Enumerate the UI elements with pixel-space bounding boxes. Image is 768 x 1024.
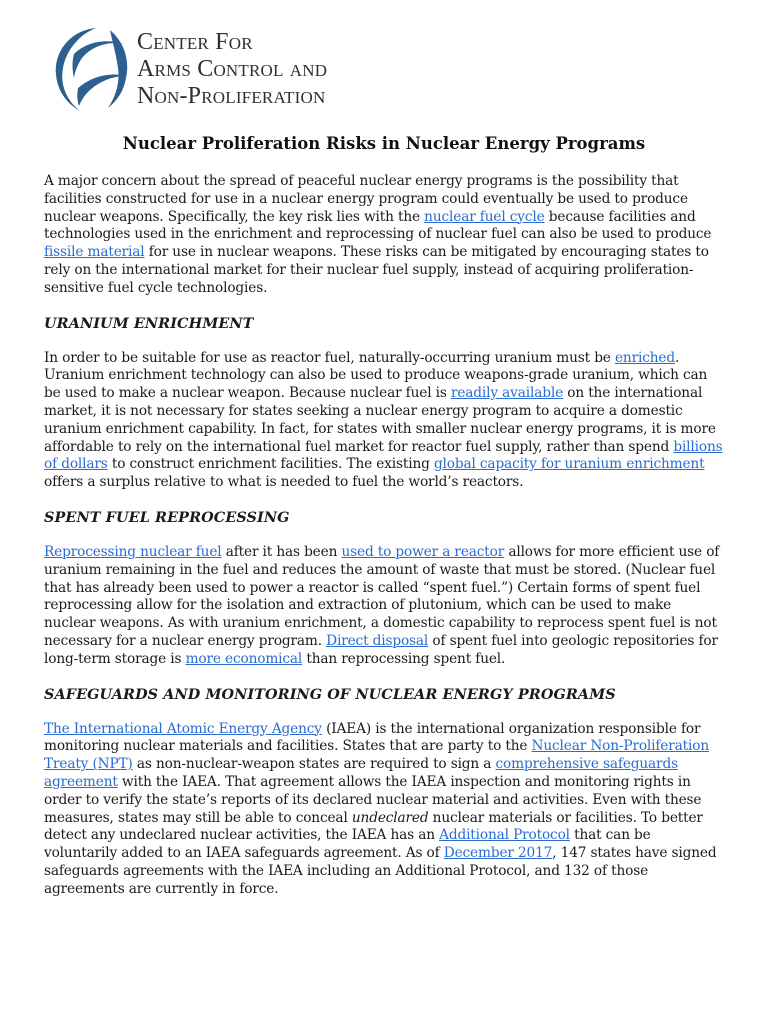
- link-comprehensive-safeguards[interactable]: comprehensive safeguards agreement: [44, 756, 678, 790]
- intro-paragraph: [44, 173, 726, 298]
- text-span: on the international market, it is not necessary for states seeking a nuclear energy program to acquire a domestic uranium enrichment capability. In fact, for states with smaller nuclear energy programs, it is more affordable to rely on the international fuel market for reactor fuel supply, rather than spend: [44, 385, 716, 455]
- globe-logo-icon: [44, 24, 134, 116]
- page-title: Nuclear Proliferation Risks in Nuclear Energy Programs: [122, 134, 646, 153]
- text-span: for use in nuclear weapons. These risks can be mitigated by encouraging states to rely on the international market for their nuclear fuel supply, instead of acquiring proliferation-sensitive fuel cycle technologies.: [44, 244, 709, 296]
- text-span: than reprocessing spent fuel.: [302, 650, 506, 667]
- logo-wordmark: [137, 29, 327, 110]
- text-span: as non-nuclear-weapon states are required to sign a: [132, 756, 496, 773]
- link-reprocessing-nuclear-fuel[interactable]: Reprocessing nuclear fuel: [44, 543, 222, 560]
- text-span: A major concern about the spread of peaceful nuclear energy programs is the possibility that facilities constructed for use in a nuclear energy program could eventually be used to produce nuclear weapons. Specifically, the key risk lies with the: [44, 173, 688, 225]
- link-global-enrichment-capacity[interactable]: global capacity for uranium enrichment: [433, 456, 705, 473]
- text-span: , 147 states have signed safeguards agreements with the IAEA including an Additional Protocol, and 132 of those agreements are currently in force.: [44, 845, 717, 897]
- link-iaea[interactable]: The International Atomic Energy Agency: [44, 720, 322, 737]
- heading-safeguards-monitoring: SAFEGUARDS AND MONITORING OF NUCLEAR ENERGY PROGRAMS: [44, 685, 616, 703]
- text-span: In order to be suitable for use as reactor fuel, naturally-occurring uranium must be: [44, 349, 615, 366]
- text-span: allows for more efficient use of uranium remaining in the fuel and reduces the amount of waste that must be stored. (Nuclear fuel that has already been used to power a reactor is called “spent fuel.”) Certain forms of spent fuel reprocessing allow for the isolation and extraction of plutonium, which can be used to make nuclear weapons. As with uranium enrichment, a domestic capability to reprocess spent fuel is not necessary for a nuclear energy program.: [44, 543, 720, 649]
- text-span: . Uranium enrichment technology can also be used to produce weapons-grade uranium, which can be used to make a nuclear weapon. Because nuclear fuel is: [44, 349, 708, 402]
- enrichment-paragraph: [44, 350, 726, 492]
- link-readily-available[interactable]: readily available: [450, 385, 564, 402]
- logo-line-1: Center For: [137, 29, 253, 55]
- text-span: to construct enrichment facilities. The existing: [107, 456, 434, 473]
- text-span: of spent fuel into geologic repositories for long-term storage is: [44, 632, 718, 667]
- link-npt[interactable]: Nuclear Non-Proliferation Treaty (NPT): [44, 738, 709, 773]
- link-more-economical[interactable]: more economical: [185, 650, 303, 667]
- text-span: with the IAEA. That agreement allows the IAEA inspection and monitoring rights in order to verify the state’s reports of its declared nuclear material and activities. Even with these measures, states may still be able to conceal: [44, 773, 702, 826]
- text-span: offers a surplus relative to what is needed to fuel the world’s reactors.: [44, 474, 524, 491]
- document-body: [44, 173, 726, 916]
- link-enriched[interactable]: enriched: [614, 349, 675, 366]
- text-span: nuclear materials or facilities. To better detect any undeclared nuclear activities, the IAEA has an: [44, 809, 703, 844]
- link-fissile-material[interactable]: fissile material: [44, 244, 145, 261]
- safeguards-paragraph: [44, 721, 726, 899]
- link-december-2017[interactable]: December 2017: [443, 845, 553, 862]
- logo-line-3: Non-Proliferation: [137, 83, 326, 109]
- reprocessing-paragraph: [44, 544, 726, 669]
- text-span: after it has been: [221, 543, 342, 560]
- text-span: because facilities and technologies used in the enrichment and reprocessing of nuclear fuel can also be used to produce: [44, 208, 712, 243]
- text-span: (IAEA) is the international organization responsible for monitoring nuclear materials and facilities. States that are party to the: [44, 720, 701, 755]
- emphasis-undeclared: undeclared: [351, 809, 429, 826]
- heading-spent-fuel-reprocessing: SPENT FUEL REPROCESSING: [44, 508, 290, 526]
- link-billions-of-dollars[interactable]: billions of dollars: [44, 438, 723, 473]
- link-additional-protocol[interactable]: Additional Protocol: [439, 827, 570, 844]
- heading-uranium-enrichment: URANIUM ENRICHMENT: [44, 314, 254, 332]
- cacnp-logo: [44, 24, 444, 116]
- text-span: that can be voluntarily added to an IAEA safeguards agreement. As of: [44, 827, 651, 862]
- link-nuclear-fuel-cycle[interactable]: nuclear fuel cycle: [424, 208, 545, 225]
- link-direct-disposal[interactable]: Direct disposal: [326, 632, 429, 649]
- link-used-to-power-reactor[interactable]: used to power a reactor: [341, 543, 505, 560]
- logo-line-2: Arms Control and: [137, 56, 328, 82]
